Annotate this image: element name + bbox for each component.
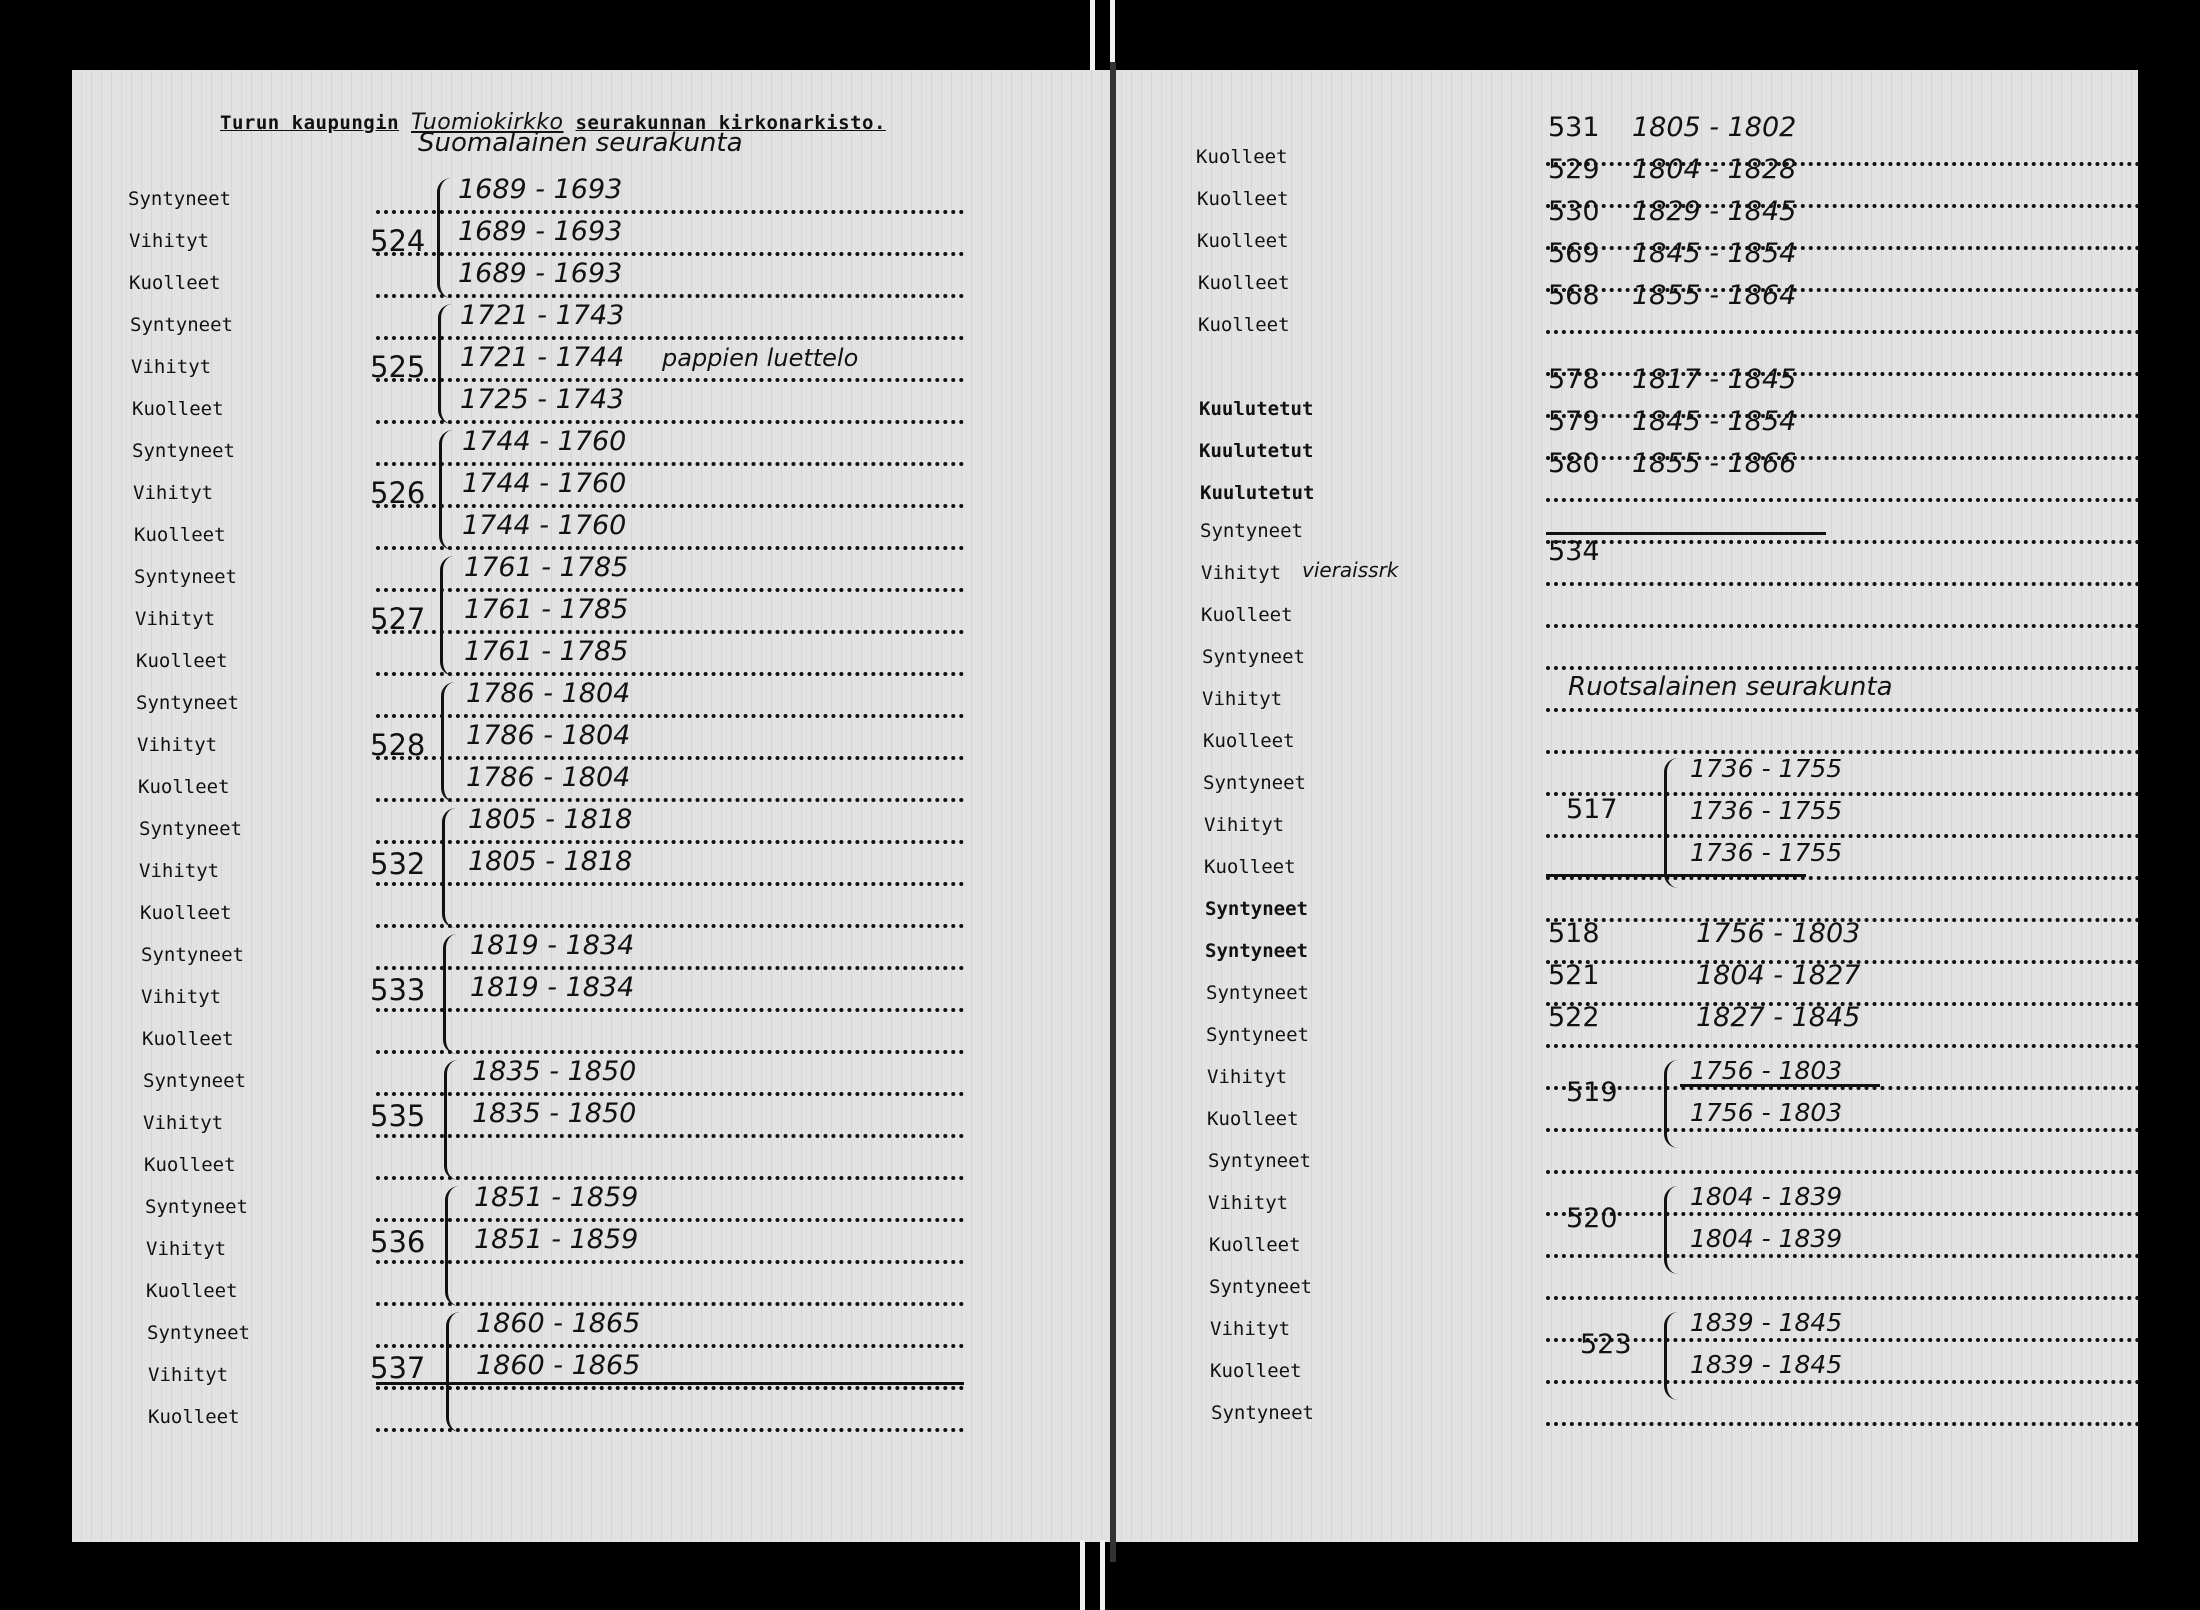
volume-number: 522	[1548, 1002, 1600, 1033]
volume-number: 517	[1566, 794, 1618, 825]
bracket	[445, 1186, 462, 1306]
volume-number: 518	[1548, 918, 1600, 949]
row-label: Syntyneet	[1203, 772, 1306, 794]
row-label: Syntyneet	[139, 818, 242, 840]
year-range: 1689 - 1693	[458, 258, 623, 289]
year-range: 1835 - 1850	[472, 1056, 637, 1087]
row-label: Vihityt	[148, 1364, 229, 1386]
year-range: 1736 - 1755	[1690, 838, 1843, 867]
dotted-rule	[1546, 624, 2140, 628]
row-label: Syntyneet	[130, 314, 233, 336]
dotted-rule	[1546, 834, 2140, 838]
dotted-rule	[376, 546, 964, 550]
dotted-rule	[376, 1302, 964, 1306]
dotted-rule	[376, 1008, 964, 1012]
dotted-rule	[1546, 1338, 2140, 1342]
bracket	[440, 556, 457, 676]
year-range: 1845 - 1854	[1632, 238, 1797, 269]
dotted-rule	[1546, 1128, 2140, 1132]
year-range: 1839 - 1845	[1690, 1308, 1843, 1337]
row-label: Kuolleet	[1204, 856, 1296, 878]
year-range: 1835 - 1850	[472, 1098, 637, 1129]
solid-rule	[1546, 532, 1826, 535]
dotted-rule	[1546, 708, 2140, 712]
volume-number: 578	[1548, 364, 1600, 395]
row-label: Syntyneet	[1208, 1150, 1311, 1172]
year-range: 1855 - 1866	[1632, 448, 1797, 479]
film-edge-mark	[1090, 0, 1095, 70]
year-range: 1744 - 1760	[462, 468, 627, 499]
row-label: Vihityt	[1201, 562, 1282, 584]
dotted-rule	[376, 336, 964, 340]
row-label: Kuolleet	[1196, 146, 1288, 168]
header-suffix: seurakunnan kirkonarkisto.	[575, 112, 886, 134]
dotted-rule	[376, 378, 964, 382]
dotted-rule	[376, 1428, 964, 1432]
dotted-rule	[376, 588, 964, 592]
row-label: Kuolleet	[1198, 314, 1290, 336]
dotted-rule	[376, 294, 964, 298]
row-label: Vihityt	[1202, 688, 1283, 710]
year-range: 1804 - 1839	[1690, 1224, 1843, 1253]
year-range: 1805 - 1818	[468, 846, 633, 877]
year-range: 1689 - 1693	[458, 174, 623, 205]
solid-rule	[376, 1382, 964, 1385]
dotted-rule	[1546, 792, 2140, 796]
volume-number: 536	[370, 1225, 426, 1259]
dotted-rule	[376, 882, 964, 886]
dotted-rule	[1546, 666, 2140, 670]
year-range: 1761 - 1785	[464, 552, 629, 583]
row-label: Kuulutetut	[1199, 398, 1314, 420]
row-label: Syntyneet	[1209, 1276, 1312, 1298]
row-label: Vihityt	[1210, 1318, 1291, 1340]
row-label: Syntyneet	[1200, 520, 1303, 542]
left-subtitle: Suomalainen seurakunta	[418, 128, 743, 158]
dotted-rule	[376, 1134, 964, 1138]
year-range: 1786 - 1804	[466, 678, 631, 709]
row-label: Kuolleet	[129, 272, 221, 294]
row-label: Syntyneet	[147, 1322, 250, 1344]
volume-number: 535	[370, 1099, 426, 1133]
year-range: 1851 - 1859	[474, 1182, 639, 1213]
row-label: Vihityt	[146, 1238, 227, 1260]
bracket	[442, 808, 459, 928]
year-range: 1851 - 1859	[474, 1224, 639, 1255]
dotted-rule	[376, 420, 964, 424]
volume-number: 529	[1548, 154, 1600, 185]
dotted-rule	[1546, 582, 2140, 586]
year-range: 1744 - 1760	[462, 510, 627, 541]
right-subtitle: Ruotsalainen seurakunta	[1568, 672, 1893, 702]
row-label: Kuolleet	[1197, 230, 1289, 252]
dotted-rule	[376, 1344, 964, 1348]
year-range: 1860 - 1865	[476, 1308, 641, 1339]
header-handwritten: Tuomiokirkko	[411, 110, 564, 135]
bracket	[443, 934, 460, 1054]
volume-number: 533	[370, 973, 426, 1007]
bracket	[439, 430, 456, 550]
volume-number: 524	[370, 224, 426, 258]
film-edge-mark	[1100, 1540, 1105, 1610]
row-label: Syntyneet	[1206, 1024, 1309, 1046]
bracket	[1664, 758, 1681, 888]
dotted-rule	[376, 924, 964, 928]
row-label: Kuolleet	[148, 1406, 240, 1428]
row-label: Vihityt	[1208, 1192, 1289, 1214]
row-label: Kuolleet	[1207, 1108, 1299, 1130]
dotted-rule	[376, 714, 964, 718]
year-range: 1804 - 1828	[1632, 154, 1797, 185]
year-range: 1819 - 1834	[470, 930, 635, 961]
year-range: 1817 - 1845	[1632, 364, 1797, 395]
volume-number: 520	[1566, 1203, 1618, 1234]
row-label: Vihityt	[1204, 814, 1285, 836]
year-range: 1804 - 1827	[1696, 960, 1861, 991]
row-label: Syntyneet	[143, 1070, 246, 1092]
year-range: 1761 - 1785	[464, 594, 629, 625]
dotted-rule	[376, 840, 964, 844]
row-label: Kuolleet	[1201, 604, 1293, 626]
bracket	[444, 1060, 461, 1180]
row-label: Kuulutetut	[1199, 440, 1314, 462]
dotted-rule	[376, 1260, 964, 1264]
row-label: Syntyneet	[1206, 982, 1309, 1004]
year-range: 1805 - 1818	[468, 804, 633, 835]
row-label: Vihityt	[133, 482, 214, 504]
year-range: 1786 - 1804	[466, 720, 631, 751]
row-label: Kuolleet	[1209, 1234, 1301, 1256]
dotted-rule	[376, 798, 964, 802]
bracket	[1664, 1312, 1681, 1400]
volume-number: 580	[1548, 448, 1600, 479]
dotted-rule	[376, 210, 964, 214]
volume-number: 568	[1548, 280, 1600, 311]
row-label: Kuolleet	[1197, 188, 1289, 210]
dotted-rule	[1546, 1170, 2140, 1174]
year-range: 1761 - 1785	[464, 636, 629, 667]
dotted-rule	[1546, 1212, 2140, 1216]
year-range: 1736 - 1755	[1690, 754, 1843, 783]
year-range: 1756 - 1803	[1690, 1056, 1843, 1085]
year-range: 1845 - 1854	[1632, 406, 1797, 437]
volume-number: 537	[370, 1351, 426, 1385]
row-label: Syntyneet	[145, 1196, 248, 1218]
year-range: 1721 - 1744	[460, 342, 625, 373]
bracket	[1664, 1060, 1681, 1148]
year-range: 1855 - 1864	[1632, 280, 1797, 311]
dotted-rule	[376, 1050, 964, 1054]
bracket	[441, 682, 458, 802]
year-range: 1786 - 1804	[466, 762, 631, 793]
row-label: Syntyneet	[134, 566, 237, 588]
bracket	[438, 304, 455, 424]
dotted-rule	[1546, 750, 2140, 754]
row-label: Vihityt	[143, 1112, 224, 1134]
row-label: Vihityt	[137, 734, 218, 756]
volume-number: 526	[370, 476, 426, 510]
volume-number: 528	[370, 728, 426, 762]
row-label: Vihityt	[135, 608, 216, 630]
year-range: 1725 - 1743	[460, 384, 625, 415]
row-label: Kuolleet	[146, 1280, 238, 1302]
row-label: Kuolleet	[144, 1154, 236, 1176]
row-label: Kuolleet	[132, 398, 224, 420]
year-range: 1736 - 1755	[1690, 796, 1843, 825]
bracket	[437, 178, 454, 298]
dotted-rule	[1546, 1044, 2140, 1048]
year-range: 1827 - 1845	[1696, 1002, 1861, 1033]
volume-number: 521	[1548, 960, 1600, 991]
row-label: Vihityt	[139, 860, 220, 882]
volume-number: 531	[1548, 112, 1600, 143]
volume-number: 530	[1548, 196, 1600, 227]
dotted-rule	[376, 1176, 964, 1180]
volume-number: 532	[370, 847, 426, 881]
row-label: Kuolleet	[140, 902, 232, 924]
row-label: Vihityt	[131, 356, 212, 378]
row-label: Syntyneet	[141, 944, 244, 966]
dotted-rule	[376, 1218, 964, 1222]
dotted-rule	[1546, 1422, 2140, 1426]
row-label: Syntyneet	[1205, 898, 1308, 920]
row-label: Syntyneet	[1202, 646, 1305, 668]
dotted-rule	[1546, 1296, 2140, 1300]
row-label: Kuulutetut	[1200, 482, 1315, 504]
year-range: 1805 - 1802	[1632, 112, 1797, 143]
row-label: Kuolleet	[134, 524, 226, 546]
volume-number: 527	[370, 602, 426, 636]
dotted-rule	[1546, 1254, 2140, 1258]
year-range: 1839 - 1845	[1690, 1350, 1843, 1379]
dotted-rule	[376, 504, 964, 508]
year-range: 1689 - 1693	[458, 216, 623, 247]
row-label: Kuolleet	[1210, 1360, 1302, 1382]
row-label: Syntyneet	[132, 440, 235, 462]
dotted-rule	[1546, 1380, 2140, 1384]
dotted-rule	[1546, 330, 2140, 334]
row-label: Kuolleet	[1198, 272, 1290, 294]
volume-number: 534	[1548, 536, 1600, 567]
volume-number: 579	[1548, 406, 1600, 437]
year-range: 1819 - 1834	[470, 972, 635, 1003]
dotted-rule	[1546, 540, 2140, 544]
film-edge-mark	[1110, 0, 1115, 70]
volume-number: 523	[1580, 1329, 1632, 1360]
film-edge-mark	[1080, 1540, 1085, 1610]
year-range: 1804 - 1839	[1690, 1182, 1843, 1211]
dotted-rule	[376, 630, 964, 634]
dotted-rule	[376, 462, 964, 466]
right-note: vieraissrk	[1302, 558, 1399, 582]
volume-number: 569	[1548, 238, 1600, 269]
year-range: 1744 - 1760	[462, 426, 627, 457]
year-range: 1756 - 1803	[1690, 1098, 1843, 1127]
year-range: 1829 - 1845	[1632, 196, 1797, 227]
dotted-rule	[376, 672, 964, 676]
dotted-rule	[376, 966, 964, 970]
year-range: 1721 - 1743	[460, 300, 625, 331]
bracket	[1664, 1186, 1681, 1274]
volume-number: 525	[370, 350, 426, 384]
row-label: Vihityt	[141, 986, 222, 1008]
row-label: Syntyneet	[1211, 1402, 1314, 1424]
year-range: 1756 - 1803	[1696, 918, 1861, 949]
page-fold	[1110, 62, 1116, 1562]
dotted-rule	[376, 252, 964, 256]
dotted-rule	[376, 1092, 964, 1096]
volume-number: 519	[1566, 1077, 1618, 1108]
dotted-rule	[376, 756, 964, 760]
header-prefix: Turun kaupungin	[220, 112, 400, 134]
row-label: Syntyneet	[128, 188, 231, 210]
bracket	[446, 1312, 463, 1432]
row-label: Vihityt	[129, 230, 210, 252]
row-label: Syntyneet	[136, 692, 239, 714]
row-label: Kuolleet	[138, 776, 230, 798]
left-note: pappien luettelo	[662, 344, 859, 372]
row-label: Kuolleet	[136, 650, 228, 672]
row-label: Syntyneet	[1205, 940, 1308, 962]
dotted-rule	[1546, 498, 2140, 502]
dotted-rule	[376, 1386, 964, 1390]
row-label: Kuolleet	[1203, 730, 1295, 752]
year-range: 1860 - 1865	[476, 1350, 641, 1381]
row-label: Kuolleet	[142, 1028, 234, 1050]
row-label: Vihityt	[1207, 1066, 1288, 1088]
